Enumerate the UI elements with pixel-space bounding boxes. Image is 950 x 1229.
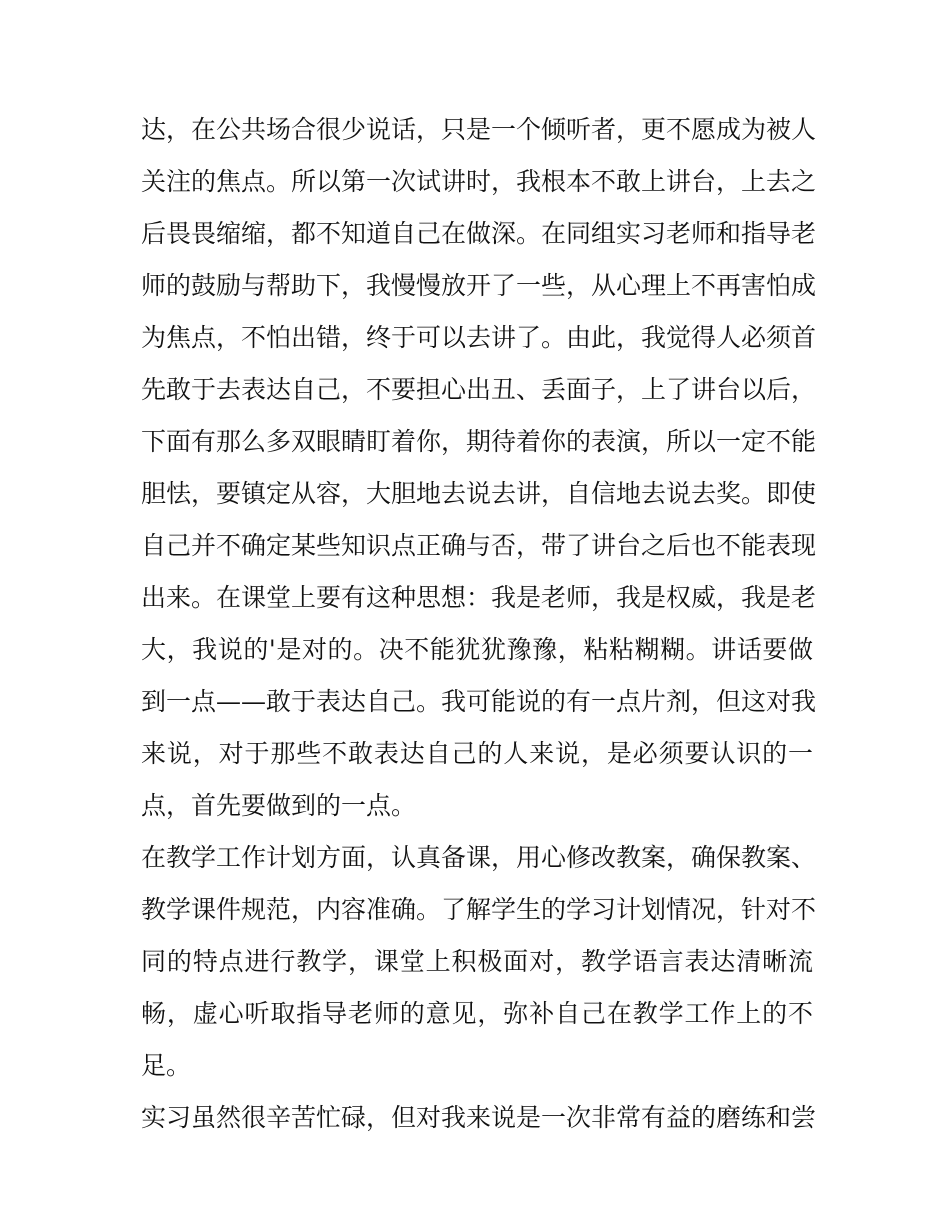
text-line: 关注的焦点。所以第一次试讲时，我根本不敢上讲台，上去之 bbox=[141, 167, 817, 196]
text-line: 出来。在课堂上要有这种思想：我是老师，我是权威，我是老 bbox=[141, 583, 817, 612]
text-line: 实习虽然很辛苦忙碌，但对我来说是一次非常有益的磨练和尝 bbox=[141, 1103, 817, 1132]
text-line: 足。 bbox=[141, 1051, 192, 1080]
text-line: 畅，虚心听取指导老师的意见，弥补自己在教学工作上的不 bbox=[141, 999, 813, 1028]
text-line: 自己并不确定某些知识点正确与否，带了讲台之后也不能表现 bbox=[141, 531, 817, 560]
text-line: 点，首先要做到的一点。 bbox=[141, 791, 417, 820]
text-line: 大，我说的'是对的。决不能犹犹豫豫，粘粘糊糊。讲话要做 bbox=[141, 635, 813, 664]
text-line: 下面有那么多双眼睛盯着你，期待着你的表演，所以一定不能 bbox=[141, 427, 817, 456]
text-line: 在教学工作计划方面，认真备课，用心修改教案，确保教案、 bbox=[141, 843, 817, 872]
text-line: 胆怯，要镇定从容，大胆地去说去讲，自信地去说去奖。即使 bbox=[141, 479, 817, 508]
text-line: 教学课件规范，内容准确。了解学生的学习计划情况，针对不 bbox=[141, 895, 817, 924]
text-line: 到一点——敢于表达自己。我可能说的有一点片剂，但这对我 bbox=[141, 687, 817, 716]
text-line: 先敢于去表达自己，不要担心出丑、丢面子，上了讲台以后， bbox=[141, 375, 817, 404]
text-line: 为焦点，不怕出错，终于可以去讲了。由此，我觉得人必须首 bbox=[141, 323, 817, 352]
text-line: 后畏畏缩缩，都不知道自己在做深。在同组实习老师和指导老 bbox=[141, 219, 817, 248]
text-line: 师的鼓励与帮助下，我慢慢放开了一些，从心理上不再害怕成 bbox=[141, 271, 817, 300]
text-line: 同的特点进行教学，课堂上积极面对，教学语言表达清晰流 bbox=[141, 947, 813, 976]
document-body bbox=[141, 104, 817, 1144]
text-line: 达，在公共场合很少说话，只是一个倾听者，更不愿成为被人 bbox=[141, 115, 817, 144]
text-line: 来说，对于那些不敢表达自己的人来说，是必须要认识的一 bbox=[141, 739, 813, 768]
